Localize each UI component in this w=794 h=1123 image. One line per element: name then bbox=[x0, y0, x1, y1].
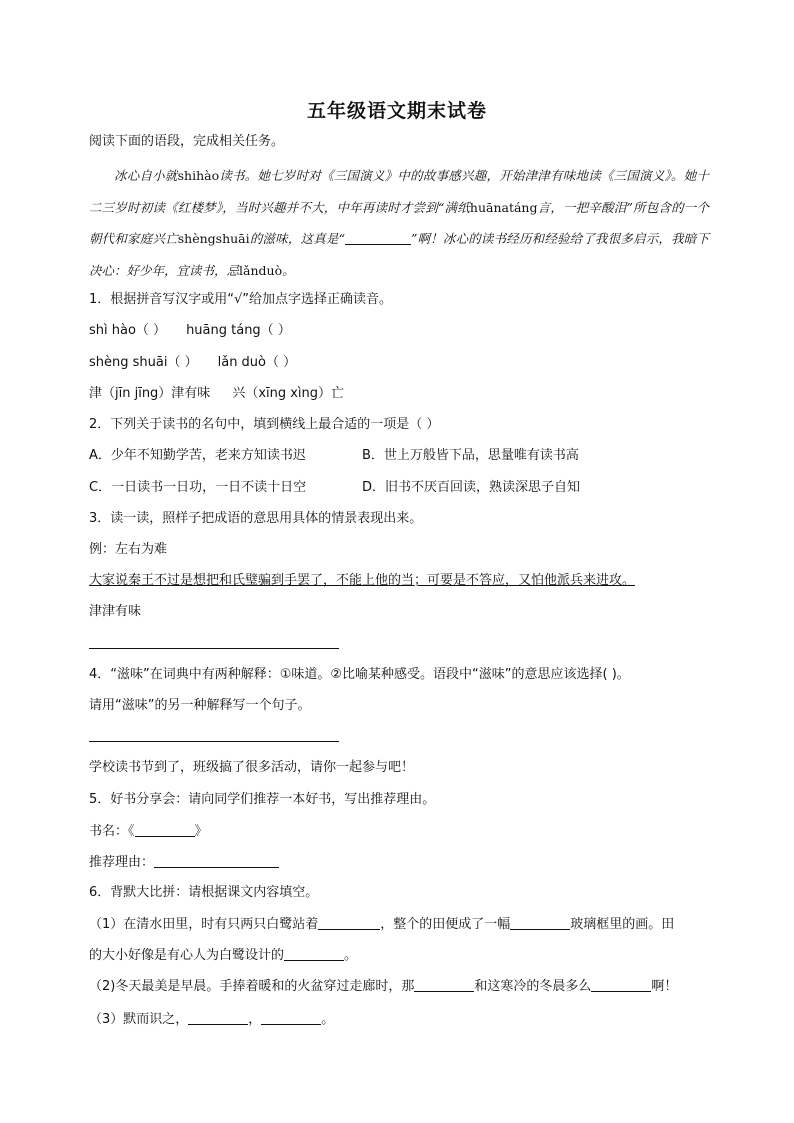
q6-blank-1[interactable] bbox=[318, 915, 380, 930]
question-5-stem: 5．好书分享会：请向同学们推荐一本好书，写出推荐理由。 bbox=[89, 792, 436, 807]
q5-book-name: 书名：《 》 bbox=[89, 824, 208, 839]
question-4-stem: 4．“滋味”在词典中有两种解释：①味道。②比喻某种感受。语段中“滋味”的意思应该选择( )。 bbox=[89, 667, 630, 682]
q6-line-4: （3）默而识之， ， 。 bbox=[89, 1012, 335, 1027]
reading-passage: 冰心自小就shihào读书。她七岁时对《三国演义》中的故事感兴趣，开始津津有味地读《三国演义》。她十二三岁时初读《红楼梦》，当时兴趣并不大，中年再读时才尝到“满纸huānatáng言，一把辛酸泪”所包含的一个朝代和家庭兴亡shèngshuāi的滋味，这真是“ ”啊！冰心的读书经历和经验给了我很多启示，我暗下决心：好少年，宜读书，忌lǎnduò。 bbox=[89, 168, 709, 278]
q3-example-label: 例：左右为难 bbox=[89, 542, 168, 557]
q4-answer-line[interactable] bbox=[89, 741, 339, 742]
q6-blank-7[interactable] bbox=[261, 1010, 321, 1025]
q1-huangtang[interactable]: huāng táng（ ） bbox=[186, 323, 291, 338]
q1-row-1 bbox=[89, 322, 291, 340]
q6-line-2: 的大小好像是有心人为白鹭设计的 。 bbox=[89, 948, 358, 963]
question-4-line-2: 请用“滋味”的另一种解释写一个句子。 bbox=[89, 698, 311, 713]
pinyin-landuo: lǎnduò bbox=[239, 262, 283, 278]
passage-answer-blank[interactable] bbox=[345, 230, 411, 245]
q2-option-d[interactable]: D．旧书不厌百回读，熟读深思子自知 bbox=[362, 480, 581, 495]
q6-blank-4[interactable] bbox=[414, 977, 474, 992]
q2-option-a[interactable]: A．少年不知勤学苦，老来方知读书迟 bbox=[89, 448, 306, 463]
q6-blank-6[interactable] bbox=[188, 1010, 248, 1025]
q1-row-2 bbox=[89, 354, 296, 372]
question-3-stem: 3．读一读，照样子把成语的意思用具体的情景表现出来。 bbox=[89, 511, 423, 526]
q1-xing-choice[interactable]: 兴（xīng xìng）亡 bbox=[232, 386, 345, 401]
q3-answer-line[interactable] bbox=[89, 648, 339, 649]
q2-option-c[interactable]: C．一日读书一日功，一日不读十日空 bbox=[89, 480, 307, 495]
reading-instruction: 阅读下面的语段，完成相关任务。 bbox=[89, 134, 285, 149]
reason-blank[interactable] bbox=[154, 853, 279, 868]
q6-blank-5[interactable] bbox=[591, 977, 651, 992]
question-2-stem: 2．下列关于读书的名句中，填到横线上最合适的一项是（ ） bbox=[89, 417, 440, 432]
pinyin-shihao: shihào bbox=[177, 168, 220, 183]
q1-row-3 bbox=[89, 385, 344, 403]
question-1-stem: 1．根据拼音写汉字或用“√”给加点字选择正确读音。 bbox=[89, 292, 393, 307]
pinyin-shengshuai: shèngshuāi bbox=[177, 231, 250, 246]
q1-shengshuai[interactable]: shèng shuāi（ ） bbox=[89, 355, 198, 370]
q5-reason: 推荐理由： bbox=[89, 853, 279, 872]
section-2-intro: 学校读书节到了，班级搞了很多活动，请你一起参与吧！ bbox=[89, 760, 415, 775]
q1-landuo[interactable]: lǎn duò（ ） bbox=[217, 355, 297, 370]
book-name-blank[interactable] bbox=[135, 822, 195, 837]
q1-shihao[interactable]: shì hào（ ） bbox=[89, 323, 167, 338]
q6-line-3: （2)冬天最美是早晨。手捧着暖和的火盆穿过走廊时，那 和这寒冷的冬晨多么 啊！ bbox=[89, 979, 678, 994]
page-title: 五年级语文期末试卷 bbox=[306, 100, 487, 122]
question-6-stem: 6．背默大比拼：请根据课文内容填空。 bbox=[89, 885, 319, 900]
q3-example-text: 大家说秦王不过是想把和氏璧骗到手罢了，不能上他的当；可要是不答应，又怕他派兵来进攻。 bbox=[89, 573, 636, 588]
q6-blank-3[interactable] bbox=[284, 946, 344, 961]
pinyin-huangtang: huānatáng bbox=[469, 199, 538, 215]
q2-option-b[interactable]: B．世上万般皆下品，思量唯有读书高 bbox=[362, 448, 579, 463]
q6-blank-2[interactable] bbox=[510, 915, 570, 930]
q1-jin-choice[interactable]: 津（jīn jīng）津有味 bbox=[89, 386, 211, 401]
q6-line-1: （1）在清水田里，时有只两只白鹭站着 ，整个的田便成了一幅 玻璃框里的画。田 bbox=[89, 917, 675, 932]
q3-idiom: 津津有味 bbox=[89, 604, 142, 619]
